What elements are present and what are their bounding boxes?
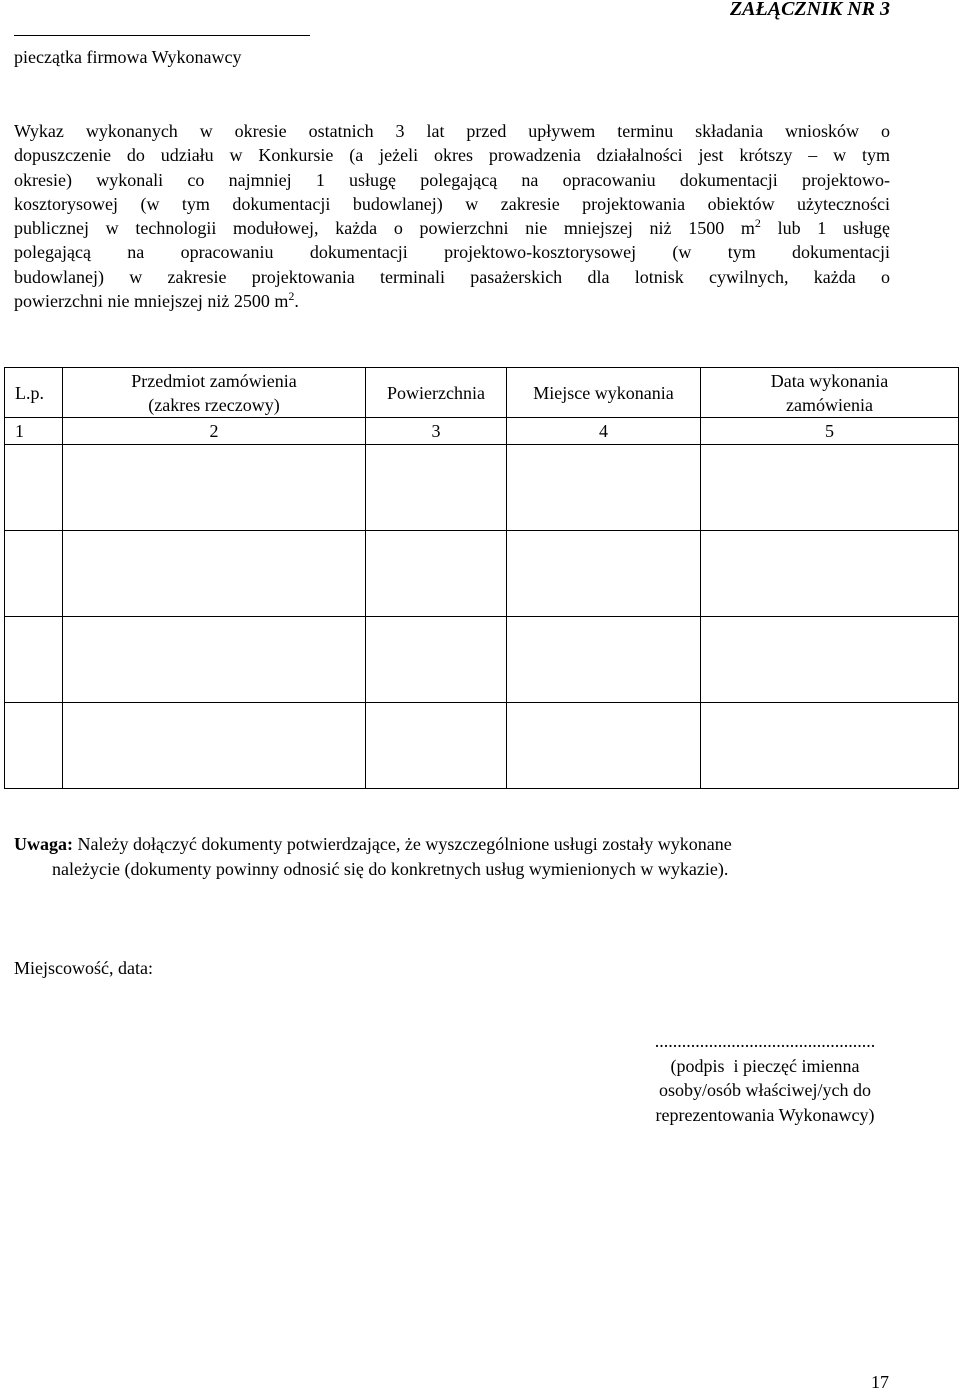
table-cell[interactable] xyxy=(5,531,63,617)
place-date-label: Miejscowość, data: xyxy=(14,958,153,978)
table-row xyxy=(5,445,959,531)
note-line: należycie (dokumenty powinny odnosić się do konkretnych usług wymienionych w wykazie). xyxy=(52,859,729,879)
intro-text: . xyxy=(294,291,299,312)
table-header-row xyxy=(5,368,959,418)
table-cell[interactable] xyxy=(63,703,366,789)
signature-caption-line: osoby/osób właściwej/ych do xyxy=(659,1080,871,1100)
table-cell[interactable] xyxy=(701,703,959,789)
table-cell[interactable] xyxy=(701,617,959,703)
table-cell[interactable] xyxy=(63,531,366,617)
header-date-line1: Data wykonania xyxy=(770,370,889,391)
column-number: 1 xyxy=(5,418,63,445)
header-lp: L.p. xyxy=(5,368,63,418)
table-cell[interactable] xyxy=(366,703,507,789)
note-text: Należy dołączyć dokumenty potwierdzające, że wyszczególnione usługi zostały wykonane xyxy=(73,834,732,854)
superscript-2: 2 xyxy=(754,216,761,231)
table-row xyxy=(5,703,959,789)
table-cell[interactable] xyxy=(507,703,701,789)
signature-caption-line: reprezentowania Wykonawcy) xyxy=(655,1104,875,1125)
signature-caption-line: (podpis i pieczęć imienna xyxy=(670,1055,860,1076)
column-number: 4 xyxy=(507,418,701,445)
table-cell[interactable] xyxy=(701,445,959,531)
intro-line: kosztorysowej (w tym dokumentacji budowlanej) w zakresie projektowania obiektów użyteczności xyxy=(14,193,890,214)
column-number: 3 xyxy=(366,418,507,445)
table-cell[interactable] xyxy=(366,531,507,617)
header-area: Powierzchnia xyxy=(366,368,507,418)
table-cell[interactable] xyxy=(63,617,366,703)
table-cell[interactable] xyxy=(63,445,366,531)
table-cell[interactable] xyxy=(507,445,701,531)
intro-line xyxy=(14,289,890,313)
intro-text: powierzchni nie mniejszej niż 2500 m xyxy=(14,291,289,312)
table-row xyxy=(5,617,959,703)
table-cell[interactable] xyxy=(507,617,701,703)
intro-line: polegającą na opracowaniu dokumentacji projektowo-kosztorysowej (w tym dokumentacji xyxy=(14,242,890,263)
company-stamp-label: pieczątka firmowa Wykonawcy xyxy=(14,47,242,67)
intro-line: dopuszczenie do udziału w Konkursie (a jeżeli okres prowadzenia działalności jest krótszy – w tym xyxy=(14,145,890,166)
note-label: Uwaga: xyxy=(14,834,73,854)
table-cell[interactable] xyxy=(5,617,63,703)
header-date-line2: zamówienia xyxy=(786,394,873,415)
column-number-row xyxy=(5,418,959,445)
intro-line: Wykaz wykonanych w okresie ostatnich 3 lat przed upływem terminu składania wniosków o xyxy=(14,121,890,141)
table-cell[interactable] xyxy=(5,703,63,789)
header-date xyxy=(701,368,959,418)
note xyxy=(14,832,894,882)
services-table xyxy=(4,367,959,789)
header-subject xyxy=(63,368,366,418)
header-subject-line1: Przedmiot zamówienia xyxy=(131,370,297,391)
table-cell[interactable] xyxy=(366,445,507,531)
column-number: 5 xyxy=(701,418,959,445)
header-subject-line2: (zakres rzeczowy) xyxy=(148,394,280,415)
intro-text: publicznej w technologii modułowej, każda o powierzchni nie mniejszej niż 1500 m xyxy=(14,218,755,239)
table-cell[interactable] xyxy=(5,445,63,531)
stamp-signature-line xyxy=(14,35,310,36)
annex-title: ZAŁĄCZNIK NR 3 xyxy=(729,0,890,20)
intro-line: okresie) wykonali co najmniej 1 usługę polegającą na opracowaniu dokumentacji projektowo- xyxy=(14,169,890,190)
page-number: 17 xyxy=(871,1372,889,1392)
note-line xyxy=(14,832,894,857)
intro-text: lub 1 usługę xyxy=(760,218,890,239)
header-place: Miejsce wykonania xyxy=(507,368,701,418)
signature-dotted-line: ................................................. xyxy=(654,1031,876,1051)
table-cell[interactable] xyxy=(507,531,701,617)
table-cell[interactable] xyxy=(366,617,507,703)
column-number: 2 xyxy=(63,418,366,445)
intro-line xyxy=(14,216,890,240)
intro-paragraph xyxy=(14,119,890,313)
superscript-2: 2 xyxy=(288,289,295,304)
signature-block xyxy=(620,1029,910,1127)
table-cell[interactable] xyxy=(701,531,959,617)
intro-line: budowlanej) w zakresie projektowania terminali pasażerskich dla lotnisk cywilnych, każda o xyxy=(14,266,890,287)
table-row xyxy=(5,531,959,617)
